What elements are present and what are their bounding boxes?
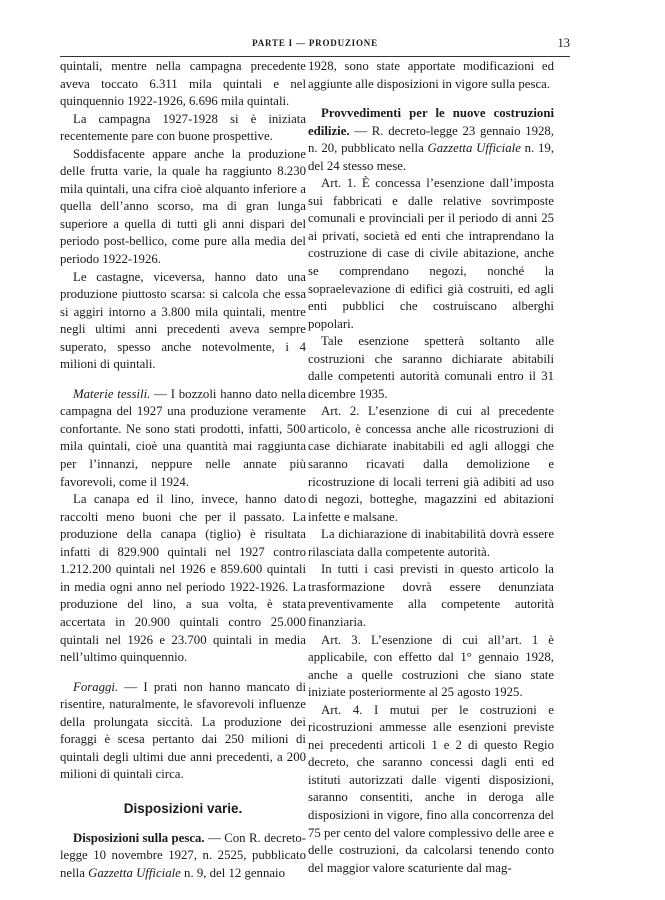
subsection-label: Materie tessili. — [73, 386, 151, 401]
page-header — [60, 38, 570, 52]
paragraph: 1928, sono state apportate modificazioni ed aggiunte alle disposizioni in vigore sulla pesca. — [308, 59, 554, 91]
publication-name: Gazzetta Ufficiale — [88, 865, 181, 880]
paragraph-materie-tessili — [60, 386, 306, 491]
paragraph-provvedimenti — [308, 105, 554, 175]
left-column — [60, 58, 306, 883]
running-title: PARTE I — PRODUZIONE — [252, 38, 378, 48]
paragraph-text: — I prati non hanno mancato di risentire, naturalmente, le sfavorevoli influenze della prolungata siccità. La produzione dei foraggi è scesa pertanto dai 250 milioni di quintali degli ultimi due anni precedenti, a 200 milioni di quintali circa. — [60, 679, 306, 782]
paragraph-foraggi — [60, 679, 306, 784]
spacer — [60, 784, 306, 800]
paragraph: Soddisfacente appare anche la produzione delle frutta varie, la quale ha raggiunto 8.230 mila quintali, una cifra cioè alquanto inferiore a quella dell’anno scorso, ma di gran lunga superiore a quella di tutti gli anni dispari del periodo post-bellico, come pure alla media del periodo 1922-1926. — [60, 146, 306, 267]
paragraph: La campagna 1927-1928 si è iniziata recentemente pare con buone prospettive. — [60, 111, 306, 144]
subsection-label: Foraggi. — [73, 679, 119, 694]
paragraph-text: n. 9, del 12 gennaio — [180, 865, 285, 880]
paragraph: La canapa ed il lino, invece, hanno dato raccolti meno buoni che per il passato. La produzione della canapa (tiglio) è risultata infatti di 829.900 quintali nel 1927 contro 1.212.200 quintali nel 1926 e 859.600 quintali in media ogni anno nel periodo 1922-1926. La produzione del lino, a sua volta, è stata accertata in 20.900 quintali contro 25.000 quintali nel 1926 e 23.700 quintali in media nell’ultimo quinquennio. — [60, 492, 306, 665]
paragraph-pesca — [60, 830, 306, 883]
page-number: 13 — [557, 36, 570, 50]
header-rule — [60, 56, 570, 57]
paragraph-text: n. 19, del 24 stesso mese. — [308, 141, 555, 173]
publication-name: Gazzetta Ufficiale — [427, 141, 521, 156]
right-column — [308, 58, 554, 877]
spacer — [308, 93, 554, 105]
paragraph-art-2: Art. 2. L’esenzione di cui al precedente articolo, è concessa anche alle ricostruzioni di case dichiarate inabitabili ed agli alloggi che saranno ricavati dalla demolizione e ricostruzione di locali terreni già adibiti ad uso di negozi, botteghe, magazzini ed abitazioni infette e malsane. — [308, 404, 554, 524]
subsection-label: Disposizioni sulla pesca. — [73, 830, 205, 845]
paragraph-text: — I bozzoli hanno dato nella campagna del 1927 una produzione veramente confortante. Ne sono stati prodotti, infatti, 500 mila quintali, cioè una quantità mai raggiunta per l’innanzi, neppure nelle annate più favorevoli, come il 1924. — [60, 386, 306, 489]
paragraph: quintali, mentre nella campagna precedente aveva toccato 6.311 mila quintali e nel quinquennio 1922-1926, 6.696 mila quintali. — [60, 59, 306, 109]
paragraph: Le castagne, viceversa, hanno dato una produzione piuttosto scarsa: si calcola che essa si aggiri intorno a 3.800 mila quintali, mentre negli ultimi anni precedenti aveva sempre superato, spesso anche notevolmente, i 4 milioni di quintali. — [60, 269, 306, 372]
paragraph: In tutti i casi previsti in questo articolo la trasformazione dovrà essere denunziata preventivamente alla competente autorità finanziaria. — [308, 562, 554, 629]
paragraph-text: — Con R. decreto-legge 10 novembre 1927, n. 2525, pubblicato nella — [60, 830, 306, 880]
section-title: Disposizioni varie. — [123, 800, 243, 816]
spacer — [60, 818, 306, 830]
paragraph: Tale esenzione spetterà soltanto alle costruzioni che saranno dichiarate abitabili dalle competenti autorità comunali entro il 31 dicembre 1935. — [308, 334, 554, 401]
spacer — [60, 374, 306, 386]
paragraph-text: — R. decreto-legge 23 gennaio 1928, n. 20, pubblicato nella — [308, 123, 554, 156]
paragraph-art-3: Art. 3. L’esenzione di cui all’art. 1 è applicabile, con effetto dal 1° gennaio 1928, anche a quelle costruzioni che siano state iniziate posteriormente al 25 agosto 1925. — [308, 632, 554, 700]
subsection-label: Provvedimenti per le nuove costruzioni edilizie. — [308, 106, 554, 138]
paragraph: La dichiarazione di inabitabilità dovrà essere rilasciata dalla competente autorità. — [308, 527, 554, 559]
spacer — [60, 667, 306, 679]
paragraph-art-4: Art. 4. I mutui per le costruzioni e ricostruzioni ammesse alle esenzioni previste nei precedenti articoli 1 e 2 di questo Regio decreto, che saranno concessi dagli enti ed istituti autorizzati dalle vigenti disposizioni, saranno consentiti, anche in deroga alle disposizioni in vigore, fino alla concorrenza del 75 per cento del valore complessivo delle aree e delle costruzioni, da calcolarsi tenendo conto del maggior valore scaturiente dal mag- — [308, 702, 554, 875]
paragraph-art-1: Art. 1. È concessa l’esenzione dall’imposta sui fabbricati e dalle relative sovrimposte comunali e provinciali per il periodo di anni 25 ai privati, società ed enti che intraprendano la costruzione di case di civile abitazione, anche se comprendano negozi, nonché la sopraelevazione di edifici già costruiti, ed agli enti pubblici che costruiscano alberghi popolari. — [308, 176, 554, 331]
